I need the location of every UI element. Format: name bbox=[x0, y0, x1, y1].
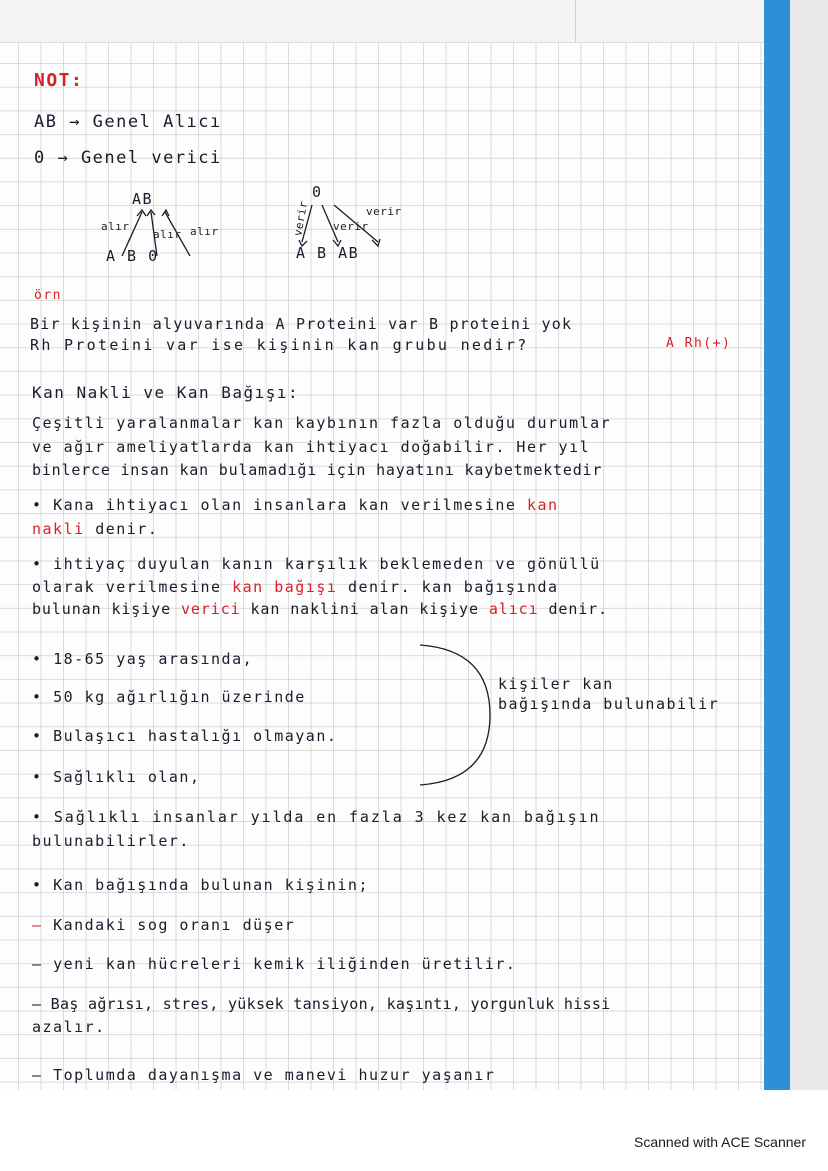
paragraph-line-3: binlerce insan kan bulamadığı için hayatını kaybetmektedir bbox=[32, 461, 603, 479]
definition-2-text-5: kan naklini alan kişiye bbox=[250, 600, 479, 618]
definition-2-term-1: kan bağışı bbox=[232, 578, 338, 596]
definition-1-text: Kana ihtiyacı olan insanlara kan verilmesine bbox=[53, 496, 517, 514]
example-answer: A Rh(+) bbox=[666, 336, 732, 351]
diagram-right-label-2: verir bbox=[333, 220, 369, 233]
definition-1-end: denir. bbox=[95, 520, 159, 538]
benefits-intro: • Kan bağışında bulunan kişinin; bbox=[32, 876, 369, 894]
condition-item: • Bulaşıcı hastalığı olmayan. bbox=[32, 727, 338, 745]
benefit-text: Baş ağrısı, stres, yüksek tansiyon, kaşıntı, yorgunluk hissi bbox=[50, 995, 611, 1013]
benefit-text: yeni kan hücreleri kemik iliğinden üretilir. bbox=[53, 955, 517, 973]
frequency-line-2: bulunabilirler. bbox=[32, 832, 190, 850]
paragraph-line-2: ve ağır ameliyatlarda kan ihtiyacı doğabilir. Her yıl bbox=[32, 438, 591, 456]
condition-text: 18-65 yaş arasında, bbox=[53, 650, 254, 668]
note-line-2: 0 → Genel verici bbox=[34, 148, 222, 168]
condition-item: • 18-65 yaş arasında, bbox=[32, 650, 254, 668]
benefit-item: – Toplumda dayanışma ve manevi huzur yaşanır bbox=[32, 1066, 496, 1084]
benefit-item: – Kandaki sog oranı düşer bbox=[32, 916, 296, 934]
diagram-left-top: AB bbox=[132, 190, 154, 208]
condition-text: 50 kg ağırlığın üzerinde bbox=[53, 688, 306, 706]
diagram-left-label-2: alır bbox=[153, 228, 182, 241]
definition-1-line-2 bbox=[32, 520, 158, 538]
diagram-left-label-1: alır bbox=[101, 220, 130, 233]
section-heading: Kan Nakli ve Kan Bağışı: bbox=[32, 383, 300, 402]
example-question-2: Rh Proteini var ise kişinin kan grubu nedir? bbox=[30, 336, 529, 354]
benefits-intro-text: Kan bağışında bulunan kişinin; bbox=[53, 876, 369, 894]
note-line-1: AB → Genel Alıcı bbox=[34, 112, 222, 132]
condition-result-1: kişiler kan bbox=[498, 675, 614, 693]
definition-2-term-2: verici bbox=[180, 600, 241, 618]
diagram-left-bottom: A B 0 bbox=[106, 247, 159, 265]
frequency-text: Sağlıklı insanlar yılda en fazla 3 kez kan bağışın bbox=[53, 808, 601, 826]
diagram-right-label-1: verir bbox=[291, 199, 311, 238]
diagram-right-bottom: A B AB bbox=[296, 244, 360, 262]
condition-item: • Sağlıklı olan, bbox=[32, 768, 201, 786]
diagram-left-label-3: alır bbox=[190, 225, 219, 238]
definition-2-text-3: denir. kan bağışında bbox=[347, 578, 559, 596]
example-label: örn bbox=[34, 288, 62, 303]
condition-item: • 50 kg ağırlığın üzerinde bbox=[32, 688, 306, 706]
benefit-item-cont: azalır. bbox=[32, 1018, 106, 1036]
note-title: NOT: bbox=[34, 70, 84, 91]
condition-result-2: bağışında bulunabilir bbox=[498, 695, 720, 713]
example-question-1: Bir kişinin alyuvarında A Proteini var B proteini yok bbox=[30, 315, 573, 333]
definition-1-line-1: • Kana ihtiyacı olan insanlara kan verilmesine kan bbox=[32, 496, 559, 514]
benefit-item: – Baş ağrısı, stres, yüksek tansiyon, kaşıntı, yorgunluk hissi bbox=[32, 995, 611, 1013]
definition-2-text-6: denir. bbox=[548, 600, 609, 618]
paragraph-line-1: Çeşitli yaralanmalar kan kaybının fazla olduğu durumlar bbox=[32, 414, 612, 432]
definition-2-line-1: • ihtiyaç duyulan kanın karşılık beklemeden ve gönüllü bbox=[32, 555, 601, 573]
benefit-text: Toplumda dayanışma ve manevi huzur yaşanır bbox=[53, 1066, 496, 1084]
definition-2-text-4: bulunan kişiye bbox=[32, 600, 172, 618]
definition-2-text-1: ihtiyaç duyulan kanın karşılık beklemeden ve gönüllü bbox=[53, 555, 601, 573]
definition-2-line-3 bbox=[32, 600, 608, 618]
frequency-line-1: • Sağlıklı insanlar yılda en fazla 3 kez kan bağışın bbox=[32, 808, 601, 826]
benefit-text: Kandaki sog oranı düşer bbox=[53, 916, 296, 934]
definition-1-term: kan bbox=[526, 496, 559, 514]
definition-1-term-cont: nakli bbox=[32, 520, 85, 538]
definition-2-line-2 bbox=[32, 578, 559, 596]
benefit-item: – yeni kan hücreleri kemik iliğinden üretilir. bbox=[32, 955, 517, 973]
diagram-right-label-3: verir bbox=[366, 205, 402, 218]
definition-2-text-2: olarak verilmesine bbox=[32, 578, 222, 596]
condition-text: Bulaşıcı hastalığı olmayan. bbox=[53, 727, 338, 745]
definition-2-term-3: alıcı bbox=[488, 600, 539, 618]
diagram-right-top: 0 bbox=[312, 183, 323, 201]
condition-text: Sağlıklı olan, bbox=[53, 768, 201, 786]
scanner-watermark: Scanned with ACE Scanner bbox=[634, 1134, 806, 1150]
